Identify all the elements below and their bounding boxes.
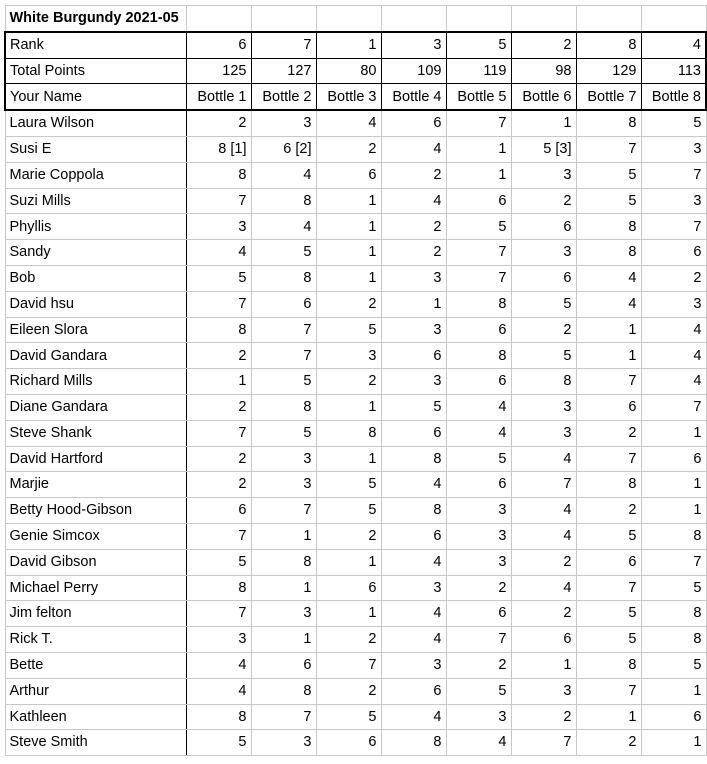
taster-value[interactable]: 2: [316, 627, 381, 653]
taster-value[interactable]: 3: [251, 601, 316, 627]
taster-label[interactable]: David hsu: [5, 291, 186, 317]
taster-value[interactable]: 3: [641, 136, 706, 162]
taster-value[interactable]: 2: [576, 498, 641, 524]
taster-value[interactable]: 3: [446, 549, 511, 575]
your-name-value[interactable]: Bottle 6: [511, 84, 576, 110]
taster-value[interactable]: 5: [446, 678, 511, 704]
taster-label[interactable]: Bob: [5, 265, 186, 291]
taster-value[interactable]: 6: [381, 678, 446, 704]
table-row: [5, 162, 706, 188]
taster-value[interactable]: 1: [316, 446, 381, 472]
taster-value[interactable]: 2: [511, 549, 576, 575]
taster-value[interactable]: 5: [316, 472, 381, 498]
taster-value[interactable]: 8: [186, 317, 251, 343]
taster-value[interactable]: 4: [446, 420, 511, 446]
taster-value[interactable]: 2: [381, 214, 446, 240]
taster-value[interactable]: 7: [251, 343, 316, 369]
total-points-value[interactable]: 80: [316, 58, 381, 84]
your-name-value[interactable]: Bottle 7: [576, 84, 641, 110]
taster-value[interactable]: 6: [446, 317, 511, 343]
your-name-value[interactable]: Bottle 4: [381, 84, 446, 110]
rank-value[interactable]: 4: [641, 32, 706, 58]
taster-value[interactable]: 7: [446, 627, 511, 653]
taster-value[interactable]: 7: [511, 472, 576, 498]
taster-value[interactable]: 6: [446, 601, 511, 627]
taster-value[interactable]: 5: [316, 704, 381, 730]
rank-label[interactable]: Rank: [5, 32, 186, 58]
taster-value[interactable]: 3: [186, 627, 251, 653]
taster-value[interactable]: 8: [576, 652, 641, 678]
taster-value[interactable]: 5: [576, 627, 641, 653]
taster-value[interactable]: 2: [576, 730, 641, 756]
taster-value[interactable]: 2: [511, 601, 576, 627]
taster-value[interactable]: 5: [186, 549, 251, 575]
taster-label[interactable]: Genie Simcox: [5, 523, 186, 549]
taster-value[interactable]: 8: [381, 498, 446, 524]
taster-label[interactable]: Diane Gandara: [5, 394, 186, 420]
table-row: [5, 446, 706, 472]
taster-value[interactable]: 6: [381, 523, 446, 549]
taster-value[interactable]: 5: [576, 601, 641, 627]
taster-value[interactable]: 5: [316, 498, 381, 524]
your-name-value[interactable]: Bottle 3: [316, 84, 381, 110]
taster-value[interactable]: 1: [446, 162, 511, 188]
taster-value[interactable]: 6: [251, 652, 316, 678]
taster-value[interactable]: 4: [186, 652, 251, 678]
rank-value[interactable]: 3: [381, 32, 446, 58]
taster-label[interactable]: Betty Hood-Gibson: [5, 498, 186, 524]
taster-value[interactable]: 4: [641, 317, 706, 343]
table-row: [5, 214, 706, 240]
taster-value[interactable]: 2: [446, 575, 511, 601]
wine-tasting-sheet: [4, 5, 707, 756]
taster-label[interactable]: Phyllis: [5, 214, 186, 240]
table-row: [5, 265, 706, 291]
taster-value[interactable]: 6: [316, 575, 381, 601]
table-row: [5, 110, 706, 136]
total-points-value[interactable]: 98: [511, 58, 576, 84]
taster-value[interactable]: 8: [186, 704, 251, 730]
taster-value[interactable]: 1: [511, 652, 576, 678]
taster-value[interactable]: 2: [186, 343, 251, 369]
taster-value[interactable]: 8: [186, 575, 251, 601]
taster-value[interactable]: 6: [446, 369, 511, 395]
table-row: [5, 704, 706, 730]
rank-value[interactable]: 1: [316, 32, 381, 58]
taster-value[interactable]: 7: [186, 601, 251, 627]
your-name-label[interactable]: Your Name: [5, 84, 186, 110]
taster-label[interactable]: David Gandara: [5, 343, 186, 369]
taster-value[interactable]: 7: [446, 110, 511, 136]
taster-value[interactable]: 4: [576, 291, 641, 317]
taster-value[interactable]: 5: [186, 730, 251, 756]
taster-value[interactable]: 3: [641, 291, 706, 317]
taster-value[interactable]: 5: [576, 188, 641, 214]
taster-value[interactable]: 2: [316, 523, 381, 549]
table-row: [5, 343, 706, 369]
rank-value[interactable]: 5: [446, 32, 511, 58]
empty-cell[interactable]: [316, 6, 381, 32]
total-points-value[interactable]: 125: [186, 58, 251, 84]
empty-cell[interactable]: [576, 6, 641, 32]
taster-value[interactable]: 6: [316, 730, 381, 756]
taster-value[interactable]: 3: [381, 265, 446, 291]
taster-label[interactable]: Marie Coppola: [5, 162, 186, 188]
taster-label[interactable]: Suzi Mills: [5, 188, 186, 214]
taster-value[interactable]: 4: [446, 394, 511, 420]
taster-value[interactable]: 1: [446, 136, 511, 162]
taster-value[interactable]: 7: [446, 265, 511, 291]
taster-value[interactable]: 2: [186, 394, 251, 420]
table-row: [5, 394, 706, 420]
taster-value[interactable]: 3: [511, 162, 576, 188]
taster-value[interactable]: 3: [511, 420, 576, 446]
taster-value[interactable]: 1: [316, 265, 381, 291]
taster-value[interactable]: 8: [251, 265, 316, 291]
table-row: [5, 678, 706, 704]
taster-value[interactable]: 2: [511, 317, 576, 343]
taster-value[interactable]: 7: [576, 575, 641, 601]
taster-value[interactable]: 7: [446, 240, 511, 266]
taster-label[interactable]: Bette: [5, 652, 186, 678]
taster-value[interactable]: 5: [251, 420, 316, 446]
taster-label[interactable]: Rick T.: [5, 627, 186, 653]
table-row: [5, 240, 706, 266]
taster-value[interactable]: 5: [316, 317, 381, 343]
taster-label[interactable]: Michael Perry: [5, 575, 186, 601]
taster-value[interactable]: 3: [186, 214, 251, 240]
taster-value[interactable]: 1: [576, 317, 641, 343]
taster-value[interactable]: 7: [576, 678, 641, 704]
taster-value[interactable]: 4: [511, 498, 576, 524]
total-points-value[interactable]: 127: [251, 58, 316, 84]
taster-label[interactable]: Steve Shank: [5, 420, 186, 446]
taster-value[interactable]: 1: [641, 678, 706, 704]
taster-label[interactable]: Arthur: [5, 678, 186, 704]
empty-cell[interactable]: [186, 6, 251, 32]
taster-value[interactable]: 4: [186, 240, 251, 266]
table-row: [5, 730, 706, 756]
taster-value[interactable]: 6: [446, 472, 511, 498]
taster-label[interactable]: Susi E: [5, 136, 186, 162]
taster-label[interactable]: Laura Wilson: [5, 110, 186, 136]
your-name-value[interactable]: Bottle 8: [641, 84, 706, 110]
taster-value[interactable]: 8: [641, 627, 706, 653]
taster-value[interactable]: 3: [251, 472, 316, 498]
taster-value[interactable]: 1: [316, 214, 381, 240]
table-row: [5, 317, 706, 343]
taster-value[interactable]: 2: [641, 265, 706, 291]
taster-value[interactable]: 3: [511, 240, 576, 266]
taster-value[interactable]: 5 [3]: [511, 136, 576, 162]
rank-value[interactable]: 2: [511, 32, 576, 58]
your-name-value[interactable]: Bottle 5: [446, 84, 511, 110]
taster-value[interactable]: 2: [316, 678, 381, 704]
table-row: [5, 136, 706, 162]
taster-value[interactable]: 7: [186, 523, 251, 549]
taster-value[interactable]: 6: [641, 446, 706, 472]
your-name-row: [5, 84, 706, 110]
taster-value[interactable]: 4: [446, 730, 511, 756]
table-row: [5, 291, 706, 317]
taster-value[interactable]: 1: [641, 730, 706, 756]
taster-value[interactable]: 6: [576, 549, 641, 575]
taster-value[interactable]: 1: [316, 601, 381, 627]
taster-value[interactable]: 4: [381, 601, 446, 627]
taster-label[interactable]: Sandy: [5, 240, 186, 266]
taster-value[interactable]: 1: [511, 110, 576, 136]
taster-value[interactable]: 4: [381, 472, 446, 498]
taster-value[interactable]: 2: [186, 446, 251, 472]
taster-value[interactable]: 4: [511, 575, 576, 601]
taster-label[interactable]: Eileen Slora: [5, 317, 186, 343]
taster-value[interactable]: 8: [381, 446, 446, 472]
taster-label[interactable]: Steve Smith: [5, 730, 186, 756]
taster-value[interactable]: 3: [316, 343, 381, 369]
taster-value[interactable]: 8: [576, 110, 641, 136]
taster-value[interactable]: 3: [641, 188, 706, 214]
taster-value[interactable]: 5: [641, 110, 706, 136]
taster-value[interactable]: 2: [511, 704, 576, 730]
taster-value[interactable]: 1: [381, 291, 446, 317]
rank-row: [5, 32, 706, 58]
table-row: [5, 627, 706, 653]
table-row: [5, 575, 706, 601]
taster-label[interactable]: Richard Mills: [5, 369, 186, 395]
taster-value[interactable]: 7: [251, 704, 316, 730]
total-points-value[interactable]: 113: [641, 58, 706, 84]
taster-label[interactable]: Kathleen: [5, 704, 186, 730]
taster-value[interactable]: 4: [186, 678, 251, 704]
taster-value[interactable]: 1: [316, 394, 381, 420]
taster-value[interactable]: 3: [446, 704, 511, 730]
taster-value[interactable]: 4: [641, 343, 706, 369]
empty-cell[interactable]: [641, 6, 706, 32]
taster-value[interactable]: 5: [251, 240, 316, 266]
taster-value[interactable]: 6: [381, 110, 446, 136]
table-row: [5, 498, 706, 524]
total-points-value[interactable]: 129: [576, 58, 641, 84]
empty-cell[interactable]: [511, 6, 576, 32]
taster-value[interactable]: 7: [511, 730, 576, 756]
taster-value[interactable]: 7: [186, 291, 251, 317]
taster-value[interactable]: 8: [251, 188, 316, 214]
sheet-title[interactable]: White Burgundy 2021-05: [5, 6, 186, 32]
taster-value[interactable]: 5: [576, 162, 641, 188]
taster-value[interactable]: 8: [186, 162, 251, 188]
rank-value[interactable]: 7: [251, 32, 316, 58]
taster-value[interactable]: 8: [251, 394, 316, 420]
taster-value[interactable]: 1: [641, 472, 706, 498]
taster-value[interactable]: 7: [316, 652, 381, 678]
taster-value[interactable]: 2: [316, 136, 381, 162]
taster-value[interactable]: 6: [381, 420, 446, 446]
taster-value[interactable]: 2: [381, 162, 446, 188]
taster-value[interactable]: 8: [576, 472, 641, 498]
taster-value[interactable]: 7: [641, 162, 706, 188]
taster-value[interactable]: 3: [251, 446, 316, 472]
taster-value[interactable]: 1: [251, 523, 316, 549]
taster-value[interactable]: 5: [576, 523, 641, 549]
taster-value[interactable]: 8: [576, 214, 641, 240]
taster-value[interactable]: 6 [2]: [251, 136, 316, 162]
taster-value[interactable]: 4: [381, 549, 446, 575]
taster-value[interactable]: 2: [186, 110, 251, 136]
taster-value[interactable]: 2: [576, 420, 641, 446]
taster-value[interactable]: 4: [381, 136, 446, 162]
taster-value[interactable]: 8: [641, 523, 706, 549]
taster-value[interactable]: 3: [381, 317, 446, 343]
taster-value[interactable]: 4: [381, 627, 446, 653]
taster-value[interactable]: 4: [511, 523, 576, 549]
taster-value[interactable]: 1: [641, 420, 706, 446]
taster-value[interactable]: 7: [641, 549, 706, 575]
taster-value[interactable]: 3: [381, 369, 446, 395]
taster-label[interactable]: Marjie: [5, 472, 186, 498]
taster-value[interactable]: 4: [576, 265, 641, 291]
table-row: [5, 420, 706, 446]
taster-value[interactable]: 7: [186, 420, 251, 446]
taster-label[interactable]: Jim felton: [5, 601, 186, 627]
table-row: [5, 549, 706, 575]
taster-value[interactable]: 3: [381, 652, 446, 678]
taster-value[interactable]: 2: [316, 369, 381, 395]
taster-value[interactable]: 6: [251, 291, 316, 317]
your-name-value[interactable]: Bottle 1: [186, 84, 251, 110]
taster-value[interactable]: 7: [186, 188, 251, 214]
taster-value[interactable]: 2: [316, 291, 381, 317]
taster-value[interactable]: 6: [511, 214, 576, 240]
taster-value[interactable]: 3: [251, 110, 316, 136]
taster-value[interactable]: 4: [511, 446, 576, 472]
taster-value[interactable]: 2: [381, 240, 446, 266]
taster-value[interactable]: 2: [511, 188, 576, 214]
taster-value[interactable]: 5: [511, 343, 576, 369]
taster-value[interactable]: 1: [316, 549, 381, 575]
taster-value[interactable]: 3: [446, 523, 511, 549]
rank-value[interactable]: 8: [576, 32, 641, 58]
taster-value[interactable]: 5: [251, 369, 316, 395]
taster-value[interactable]: 6: [641, 240, 706, 266]
taster-value[interactable]: 8 [1]: [186, 136, 251, 162]
taster-value[interactable]: 8: [446, 343, 511, 369]
taster-value[interactable]: 6: [316, 162, 381, 188]
taster-value[interactable]: 3: [511, 678, 576, 704]
total-points-row: [5, 58, 706, 84]
taster-value[interactable]: 1: [316, 240, 381, 266]
taster-value[interactable]: 2: [186, 472, 251, 498]
taster-value[interactable]: 1: [576, 704, 641, 730]
taster-value[interactable]: 6: [186, 498, 251, 524]
taster-value[interactable]: 3: [381, 575, 446, 601]
table-row: [5, 472, 706, 498]
taster-value[interactable]: 4: [381, 704, 446, 730]
taster-value[interactable]: 1: [251, 627, 316, 653]
taster-value[interactable]: 5: [446, 214, 511, 240]
taster-value[interactable]: 6: [381, 343, 446, 369]
taster-value[interactable]: 4: [316, 110, 381, 136]
taster-value[interactable]: 3: [446, 498, 511, 524]
taster-value[interactable]: 7: [251, 317, 316, 343]
taster-value[interactable]: 7: [641, 214, 706, 240]
taster-value[interactable]: 8: [641, 601, 706, 627]
total-points-value[interactable]: 109: [381, 58, 446, 84]
taster-value[interactable]: 6: [446, 188, 511, 214]
title-row: [5, 6, 706, 32]
taster-value[interactable]: 1: [316, 188, 381, 214]
taster-value[interactable]: 3: [511, 394, 576, 420]
empty-cell[interactable]: [446, 6, 511, 32]
table-row: [5, 188, 706, 214]
taster-value[interactable]: 8: [576, 240, 641, 266]
taster-value[interactable]: 1: [251, 575, 316, 601]
taster-label[interactable]: David Gibson: [5, 549, 186, 575]
your-name-value[interactable]: Bottle 2: [251, 84, 316, 110]
table-row: [5, 369, 706, 395]
taster-value[interactable]: 8: [381, 730, 446, 756]
taster-value[interactable]: 5: [641, 652, 706, 678]
taster-value[interactable]: 8: [446, 291, 511, 317]
total-points-value[interactable]: 119: [446, 58, 511, 84]
taster-value[interactable]: 4: [251, 162, 316, 188]
table-row: [5, 523, 706, 549]
taster-value[interactable]: 1: [641, 498, 706, 524]
taster-value[interactable]: 6: [576, 394, 641, 420]
sheet-body: [5, 6, 706, 756]
taster-value[interactable]: 4: [251, 214, 316, 240]
taster-value[interactable]: 5: [186, 265, 251, 291]
taster-value[interactable]: 5: [641, 575, 706, 601]
taster-value[interactable]: 8: [316, 420, 381, 446]
taster-value[interactable]: 3: [251, 730, 316, 756]
empty-cell[interactable]: [381, 6, 446, 32]
taster-value[interactable]: 7: [576, 136, 641, 162]
taster-value[interactable]: 7: [576, 446, 641, 472]
taster-value[interactable]: 8: [251, 678, 316, 704]
taster-value[interactable]: 6: [511, 265, 576, 291]
taster-value[interactable]: 6: [641, 704, 706, 730]
taster-value[interactable]: 1: [576, 343, 641, 369]
total-points-label[interactable]: Total Points: [5, 58, 186, 84]
taster-value[interactable]: 4: [381, 188, 446, 214]
empty-cell[interactable]: [251, 6, 316, 32]
taster-value[interactable]: 2: [446, 652, 511, 678]
taster-value[interactable]: 6: [511, 627, 576, 653]
taster-label[interactable]: David Hartford: [5, 446, 186, 472]
taster-value[interactable]: 5: [511, 291, 576, 317]
taster-value[interactable]: 4: [641, 369, 706, 395]
taster-value[interactable]: 7: [576, 369, 641, 395]
taster-value[interactable]: 7: [641, 394, 706, 420]
taster-value[interactable]: 8: [511, 369, 576, 395]
rank-value[interactable]: 6: [186, 32, 251, 58]
table-row: [5, 652, 706, 678]
taster-value[interactable]: 8: [251, 549, 316, 575]
taster-value[interactable]: 7: [251, 498, 316, 524]
taster-value[interactable]: 5: [446, 446, 511, 472]
taster-value[interactable]: 5: [381, 394, 446, 420]
table-row: [5, 601, 706, 627]
taster-value[interactable]: 1: [186, 369, 251, 395]
